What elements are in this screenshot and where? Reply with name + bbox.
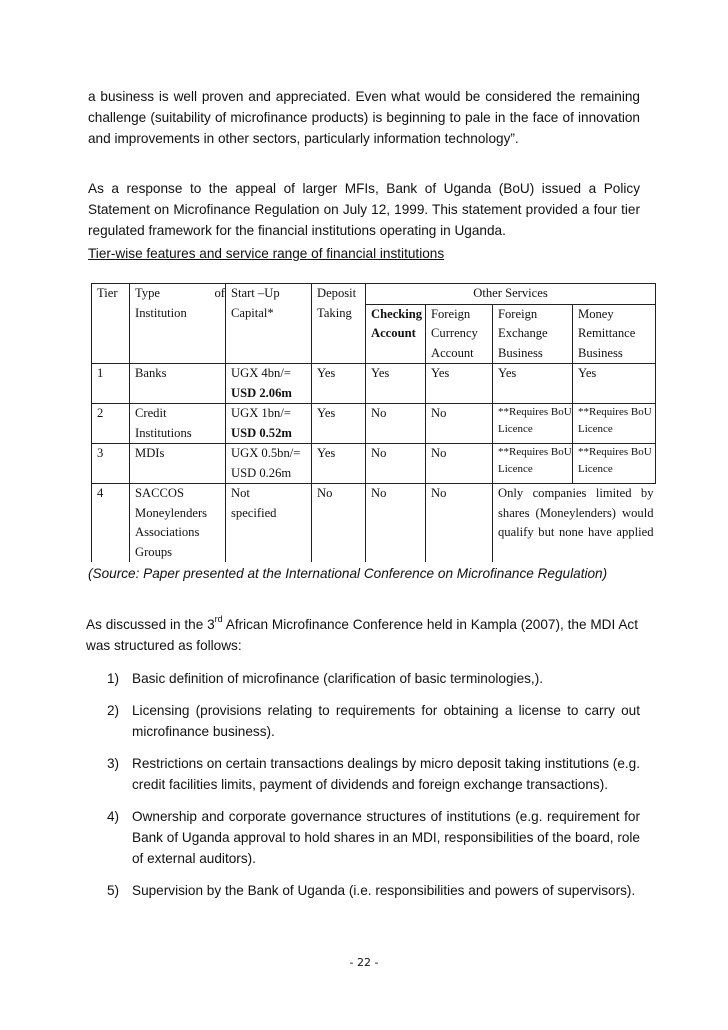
header-deposit: Deposit Taking [312,284,366,364]
cell-money-remittance: **Requires BoU Licence [573,404,656,444]
table-caption: Tier-wise features and service range of financial institutions [88,246,445,261]
table-row [92,404,656,444]
cell-checking: No [366,444,426,484]
paragraph-response: As a response to the appeal of larger MFIs, Bank of Uganda (BoU) issued a Policy Statement on Microfinance Regulation on July 12, 1999. This statement provided a four tier regulated framework for the financial institutions operating in Uganda. [88,181,640,238]
cell-foreign-currency: Yes [426,364,493,404]
cell-foreign-currency: No [426,404,493,444]
cell-type-line: SACCOS [135,486,184,500]
cell-merged-note: Only companies limited by shares (Moneylenders) would qualify but none have applied [493,484,656,563]
cell-capital-usd: USD 0.52m [231,425,292,440]
cell-checking: No [366,404,426,444]
list-item [107,700,640,742]
cell-deposit: Yes [312,444,366,484]
cell-capital-usd: USD 2.06m [231,385,292,400]
mdi-act-list [107,668,640,912]
cell-capital-ugx: UGX 4bn/= [231,366,291,380]
header-tier: Tier [92,284,130,364]
table-row [92,364,656,404]
cell-deposit: No [312,484,366,563]
list-number: 2) [107,703,120,718]
cell-foreign-currency: No [426,484,493,563]
cell-deposit: Yes [312,404,366,444]
header-checking: Checking Account [366,304,426,364]
table-source: (Source: Paper presented at the International Conference on Microfinance Regulation) [88,566,608,581]
cell-foreign-exchange: **Requires BoU Licence [493,404,573,444]
table-row [92,444,656,484]
cell-money-remittance: Yes [573,364,656,404]
cell-type: MDIs [130,444,226,484]
header-other-services: Other Services [366,284,656,305]
list-number: 4) [107,809,120,824]
header-type: Type of Institution [130,284,226,364]
list-text: Licensing (provisions relating to requirements for obtaining a license to carry out microfinance business). [132,703,640,739]
cell-type [130,484,226,563]
cell-tier: 1 [92,364,130,404]
cell-capital [226,364,312,404]
list-number: 3) [107,756,120,771]
cell-capital [226,404,312,444]
discussion-text-end: African Microfinance Conference held in Kampla (2007), the MDI Act was structured as follows: [86,617,638,653]
cell-tier: 3 [92,444,130,484]
cell-type-line: Associations [135,525,200,539]
list-number: 1) [107,671,120,686]
ordinal-suffix: rd [214,614,223,625]
header-money-remittance: Money Remittance Business [573,304,656,364]
cell-capital-ugx: UGX 1bn/= [231,406,291,420]
header-foreign-currency: Foreign Currency Account [426,304,493,364]
header-foreign-exchange: Foreign Exchange Business [493,304,573,364]
cell-capital-usd: USD 0.26m [231,465,292,480]
paragraph-intro: a business is well proven and appreciated. Even what would be considered the remaining challenge (suitability of microfinance products) is beginning to pale in the face of innovation and improvements in other sectors, particularly information technology”. [88,89,640,146]
cell-foreign-exchange: Yes [493,364,573,404]
paragraph-discussion [86,614,638,656]
cell-tier: 4 [92,484,130,563]
list-text: Restrictions on certain transactions dealings by micro deposit taking institutions (e.g. credit facilities limits, payment of dividends and foreign exchange transactions). [132,756,640,792]
list-item [107,880,640,901]
cell-capital [226,444,312,484]
list-text: Basic definition of microfinance (clarification of basic terminologies,). [132,671,544,686]
page-number: - 22 - [349,956,379,969]
cell-checking: No [366,484,426,563]
cell-tier: 2 [92,404,130,444]
list-item [107,668,640,689]
cell-type: Credit Institutions [130,404,226,444]
cell-deposit: Yes [312,364,366,404]
cell-foreign-exchange: **Requires BoU Licence [493,444,573,484]
list-item [107,753,640,795]
list-number: 5) [107,883,120,898]
cell-capital-ugx: UGX 0.5bn/= [231,446,301,460]
list-text: Supervision by the Bank of Uganda (i.e. responsibilities and powers of supervisors). [132,883,636,898]
cell-money-remittance: **Requires BoU Licence [573,444,656,484]
cell-capital: Not specified [226,484,312,563]
list-item [107,806,640,869]
cell-checking: Yes [366,364,426,404]
list-text: Ownership and corporate governance structures of institutions (e.g. requirement for Bank of Uganda approval to hold shares in an MDI, responsibilities of the board, role of external auditors). [132,809,640,866]
cell-type: Banks [130,364,226,404]
table-row [92,484,656,563]
header-capital: Start –Up Capital* [226,284,312,364]
cell-type-line: Groups [135,544,173,559]
tier-table [91,283,656,562]
cell-type-line: Moneylenders [135,505,208,520]
cell-foreign-currency: No [426,444,493,484]
discussion-text-start: As discussed in the 3 [86,617,215,632]
